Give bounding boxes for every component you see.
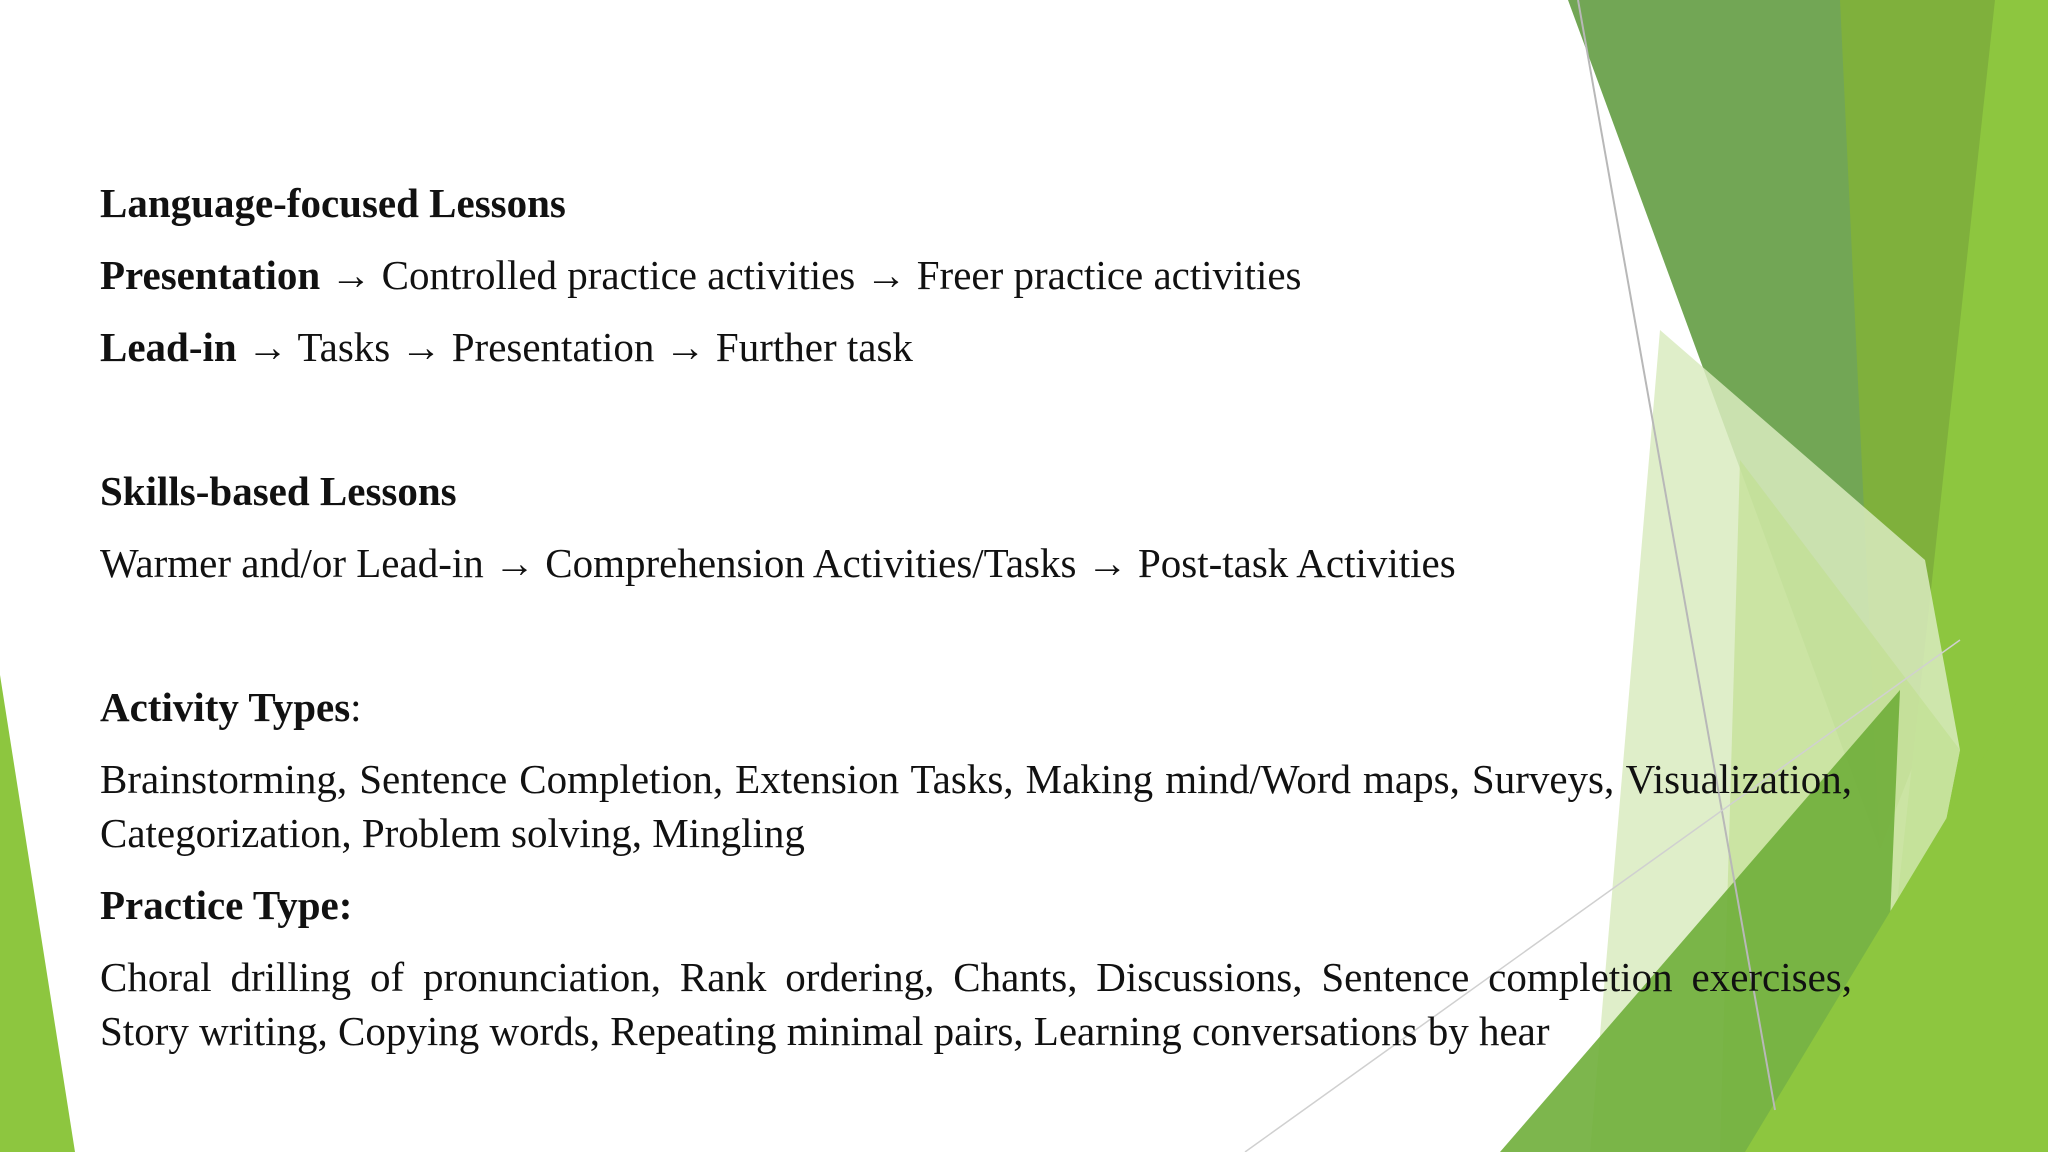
practice-type-heading: Practice Type: <box>100 882 353 928</box>
language-sequence-2 <box>100 320 1852 374</box>
sequence-1-start: Presentation <box>100 252 321 298</box>
language-sequence-1 <box>100 248 1852 302</box>
activity-types-heading <box>100 680 1852 734</box>
skills-sequence: Warmer and/or Lead-in → Comprehension Activities/Tasks → Post-task Activities <box>100 540 1456 586</box>
skills-heading: Skills-based Lessons <box>100 468 457 514</box>
left-green-sliver <box>0 675 75 1152</box>
language-heading: Language-focused Lessons <box>100 180 566 226</box>
practice-type-list: Choral drilling of pronunciation, Rank ordering, Chants, Discussions, Sentence completion exercises, Story writing, Copying words, Repeating minimal pairs, Learning conversations by hear <box>100 954 1852 1054</box>
sequence-1-rest: → Controlled practice activities → Freer practice activities <box>320 252 1302 298</box>
slide-content <box>100 176 1852 1058</box>
sequence-2-rest: → Tasks → Presentation → Further task <box>236 324 913 370</box>
activity-types-colon: : <box>350 684 362 730</box>
activity-types-list: Brainstorming, Sentence Completion, Extension Tasks, Making mind/Word maps, Surveys, Visualization, Categorization, Problem solving, Mingling <box>100 756 1852 856</box>
activity-types-label: Activity Types <box>100 684 351 730</box>
sequence-2-start: Lead-in <box>100 324 237 370</box>
